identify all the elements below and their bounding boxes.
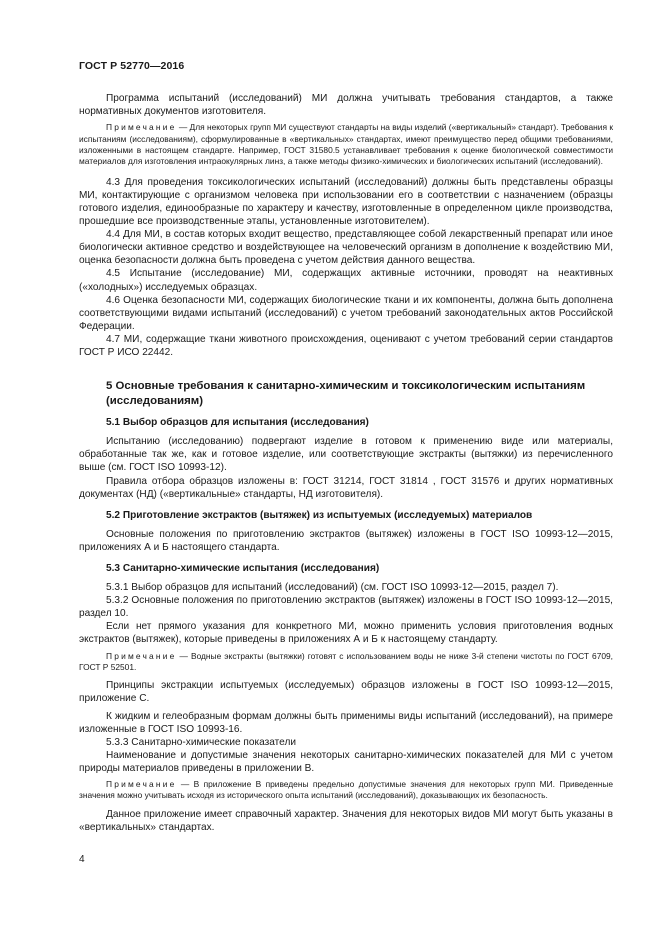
paragraph-5-2: Основные положения по приготовлению экстрактов (вытяжек) изложены в ГОСТ ISO 10993-12—2015, приложениях А и Б настоящего стандарта. bbox=[79, 528, 613, 553]
page-content bbox=[79, 92, 613, 834]
paragraph-5-3-1: 5.3.1 Выбор образцов для испытаний (исследований) (см. ГОСТ ISO 10993-12—2015, раздел 7). bbox=[106, 582, 559, 594]
paragraph-4-3: 4.3 Для проведения токсикологических испытаний (исследований) должны быть представлены образцы МИ, контактирующие с организмом человека при использовании его в соответствии с назначением (образцы готового изделия, единообразные по характеру и качеству, изготовленные в определенном цикле производства, прошедшие все производственные этапы, установленные изготовителем). bbox=[79, 176, 613, 228]
paragraph-5-3-3: 5.3.3 Санитарно-химические показатели bbox=[106, 736, 296, 748]
note-label: Примечание bbox=[106, 122, 177, 133]
paragraph-liquid-forms: К жидким и гелеобразным формам должны быть применимы виды испытаний (исследований), на примере изложенные в ГОСТ ISO 10993-16. bbox=[79, 710, 613, 735]
subsection-5-2-title: 5.2 Приготовление экстрактов (вытяжек) из испытуемых (исследуемых) материалов bbox=[106, 509, 533, 521]
paragraph-5-3-2-b: Если нет прямого указания для конкретного МИ, можно применить условия приготовления водных экстрактов (вытяжек), которые приведены в приложениях А и Б к настоящему стандарту. bbox=[79, 621, 613, 646]
note-label: Примечание bbox=[106, 650, 177, 661]
paragraph-extraction-principles: Принципы экстракции испытуемых (исследуемых) образцов изложены в ГОСТ ISO 10993-12—2015, приложение С. bbox=[79, 680, 613, 705]
section-5-title: 5 Основные требования к санитарно-химическим и токсикологическим испытаниям (исследованиям) bbox=[106, 380, 586, 407]
paragraph-5-1-a: Испытанию (исследованию) подвергают изделие в готовом к применению виде или материалы, обработанные так же, как и готовое изделие, или соответствующие экстракты (вытяжки) из перечисленного выше (см. ГОСТ ISO 10993-12). bbox=[79, 436, 613, 474]
paragraph-4-4: 4.4 Для МИ, в состав которых входит вещество, представляющее собой лекарственный препарат или иное биологически активное средство и воздействующее на человеческий организм в дополнение к воздействию МИ, оценка безопасности должна быть проведена с учетом действия данного вещества. bbox=[79, 229, 613, 267]
note-text: — Водные экстракты (вытяжки) готовят с использованием воды не ниже 3-й степени чистоты по ГОСТ 6709, ГОСТ Р 52501. bbox=[79, 650, 613, 672]
document-code-header: ГОСТ Р 52770—2016 bbox=[79, 60, 185, 72]
note-water-extracts bbox=[79, 651, 613, 674]
paragraph-4-6: 4.6 Оценка безопасности МИ, содержащих биологические ткани и их компоненты, должна быть дополнена соответствующими видами испытаний (исследований) с учетом требований законодательных актов Российской Федерации. bbox=[79, 294, 613, 332]
paragraph-5-1-b: Правила отбора образцов изложены в: ГОСТ 31214, ГОСТ 31814 , ГОСТ 31576 и других нормативных документах (НД) («вертикальные» стандарты, НД изготовителя). bbox=[79, 475, 613, 500]
paragraph-4-5: 4.5 Испытание (исследование) МИ, содержащих активные источники, проводят на неактивных («холодных») исследуемых образцах. bbox=[79, 268, 613, 293]
note-appendix-b bbox=[79, 779, 613, 802]
paragraph-reference-appendix: Данное приложение имеет справочный характер. Значения для некоторых видов МИ могут быть указаны в «вертикальных» стандартах. bbox=[79, 808, 613, 833]
note-vertical-standards bbox=[79, 122, 613, 168]
paragraph-program: Программа испытаний (исследований) МИ должна учитывать требования стандартов, а также нормативных документов изготовителя. bbox=[79, 93, 613, 118]
paragraph-5-3-3-b: Наименование и допустимые значения некоторых санитарно-химических показателей для МИ с учетом природы материалов приведены в приложении В. bbox=[79, 749, 613, 774]
page-number: 4 bbox=[79, 854, 85, 865]
paragraph-5-3-2: 5.3.2 Основные положения по приготовлению экстрактов (вытяжек) изложены в ГОСТ ISO 10993-12—2015, раздел 10. bbox=[79, 595, 613, 620]
subsection-5-3-title: 5.3 Санитарно-химические испытания (исследования) bbox=[106, 562, 380, 574]
paragraph-4-7: 4.7 МИ, содержащие ткани животного происхождения, оценивают с учетом требований серии стандартов ГОСТ Р ИСО 22442. bbox=[79, 333, 613, 359]
note-label: Примечание bbox=[106, 779, 177, 789]
note-text: — Для некоторых групп МИ существуют стандарты на виды изделий («вертикальный» стандарт). Требования к испытаниям (исследованиям), сформулированные в «вертикальных» стандартах, имеют преимущество перед общими требованиями, изложенными в настоящем стандарте. Например, ГОСТ 31580.5 устанавливает требования к оценке биологической совместимости материалов для изготовления интраокулярных линз, а также методы физико-химических и биологических испытаний (исследований). bbox=[79, 122, 613, 167]
subsection-5-1-title: 5.1 Выбор образцов для испытания (исследования) bbox=[106, 417, 369, 429]
note-text: — В приложение В приведены предельно допустимые значения для некоторых групп МИ. Приведенные значения можно учитывать исходя из исторического опыта испытаний (исследований), доказывающих их безопасность. bbox=[79, 779, 614, 801]
